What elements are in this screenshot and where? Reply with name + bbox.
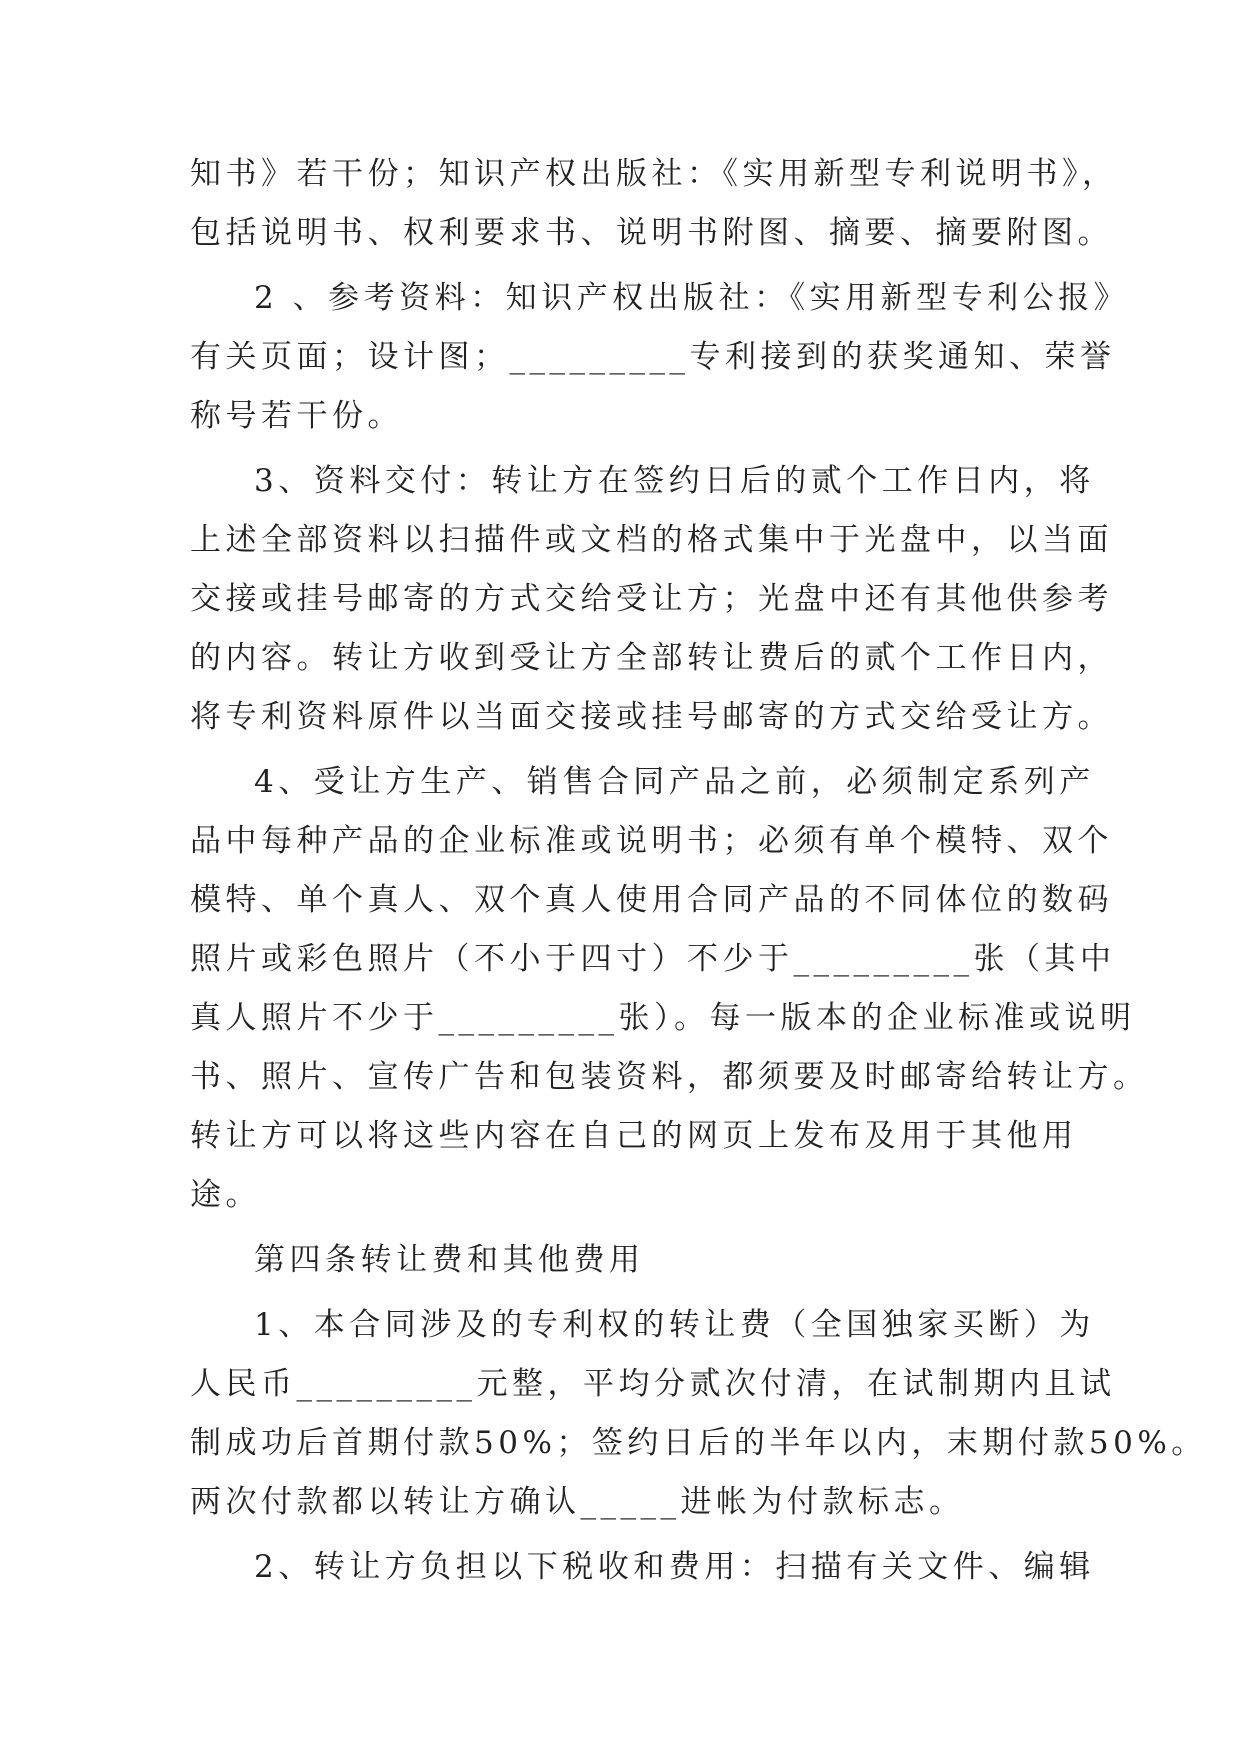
text-line: 3、资料交付：转让方在签约日后的贰个工作日内，将	[254, 463, 1095, 499]
text-line: 品中每种产品的企业标准或说明书；必须有单个模特、双个	[190, 823, 1113, 859]
text-line: 照片或彩色照片（不小于四寸）不少于_________张（其中	[190, 941, 1116, 977]
text-line: 转让方可以将这些内容在自己的网页上发布及用于其他用	[190, 1118, 1078, 1154]
section-heading: 第四条转让费和其他费用	[254, 1242, 645, 1278]
text-line: 途。	[190, 1177, 261, 1213]
text-line: 人民币_________元整，平均分贰次付清，在试制期内且试	[190, 1366, 1116, 1402]
text-line: 交接或挂号邮寄的方式交给受让方；光盘中还有其他供参考	[190, 581, 1113, 617]
text-line: 4、受让方生产、销售合同产品之前，必须制定系列产	[254, 764, 1095, 800]
text-line: 2、转让方负担以下税收和费用：扫描有关文件、编辑	[254, 1549, 1095, 1585]
text-line: 称号若干份。	[190, 398, 403, 434]
text-line: 2 、参考资料：知识产权出版社：《实用新型专利公报》	[254, 280, 1130, 316]
text-line: 制成功后首期付款50%；签约日后的半年以内，末期付款50%。	[190, 1425, 1207, 1461]
text-line: 包括说明书、权利要求书、说明书附图、摘要、摘要附图。	[190, 215, 1113, 251]
text-line: 真人照片不少于_________张）。每一版本的企业标准或说明	[190, 1000, 1136, 1036]
text-line: 的内容。转让方收到受让方全部转让费后的贰个工作日内，	[190, 640, 1113, 676]
text-line: 上述全部资料以扫描件或文档的格式集中于光盘中，以当面	[190, 522, 1113, 558]
text-line: 将专利资料原件以当面交接或挂号邮寄的方式交给受让方。	[190, 699, 1113, 735]
text-line: 有关页面；设计图；_________专利接到的获奖通知、荣誉	[190, 339, 1116, 375]
text-line: 知书》若干份；知识产权出版社：《实用新型专利说明书》，	[190, 156, 1118, 192]
text-line: 1、本合同涉及的专利权的转让费（全国独家买断）为	[254, 1307, 1095, 1343]
text-line: 书、照片、宣传广告和包装资料，都须要及时邮寄给转让方。	[190, 1059, 1149, 1095]
text-line: 模特、单个真人、双个真人使用合同产品的不同体位的数码	[190, 882, 1113, 918]
document-body	[190, 145, 1207, 1597]
text-line: 两次付款都以转让方确认_____进帐为付款标志。	[190, 1484, 965, 1520]
